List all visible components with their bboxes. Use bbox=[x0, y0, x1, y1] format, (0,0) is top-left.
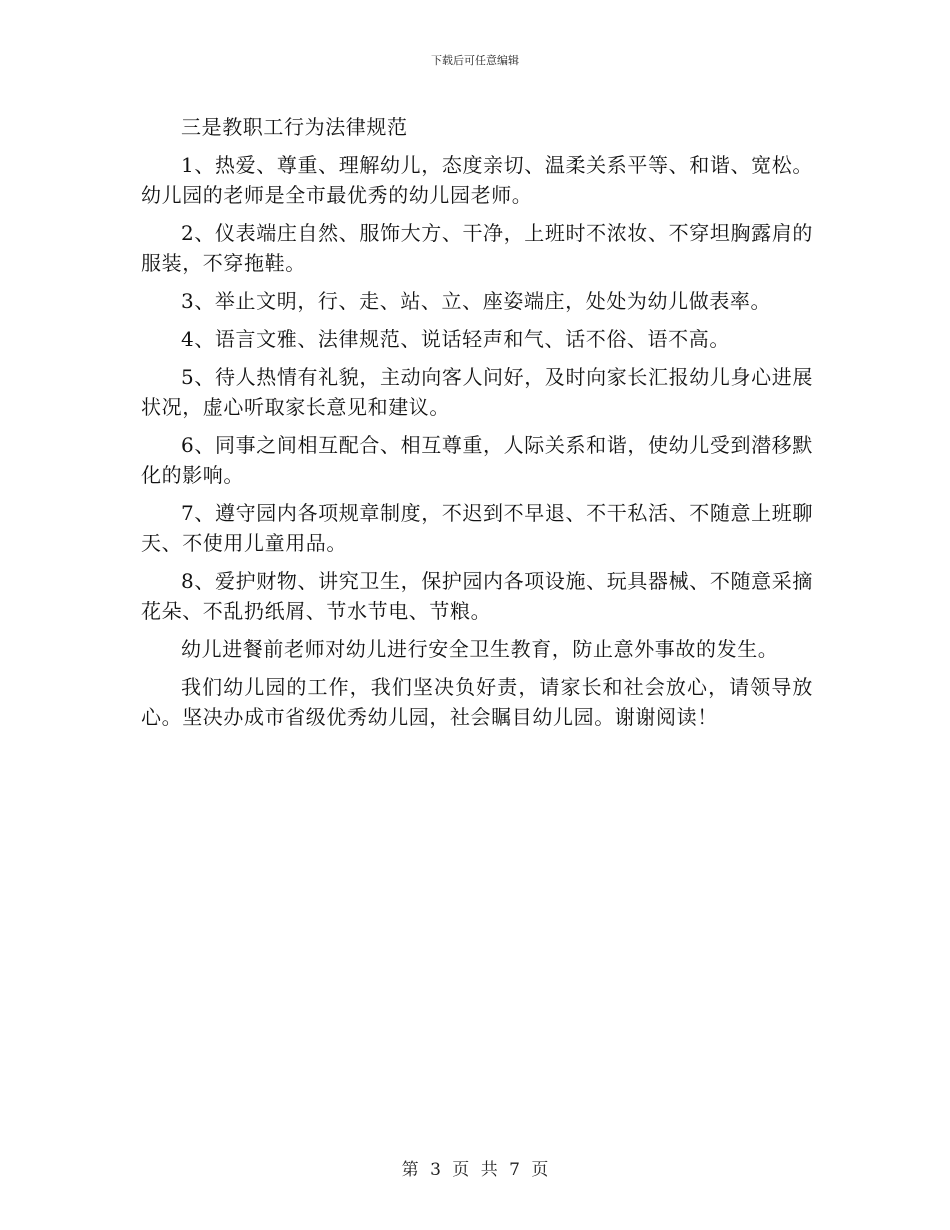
document-body bbox=[141, 112, 813, 732]
paragraph: 6、同事之间相互配合、相互尊重，人际关系和谐，使幼儿受到潜移默化的影响。 bbox=[141, 433, 813, 487]
paragraph: 3、举止文明，行、走、站、立、座姿端庄，处处为幼儿做表率。 bbox=[181, 289, 772, 313]
page-number: 第 3 页 共 7 页 bbox=[401, 1160, 549, 1180]
paragraph: 2、仪表端庄自然、服饰大方、干净，上班时不浓妆、不穿坦胸露肩的服装，不穿拖鞋。 bbox=[141, 221, 813, 275]
paragraph: 5、待人热情有礼貌，主动向客人问好，及时向家长汇报幼儿身心进展状况，虚心听取家长意见和建议。 bbox=[141, 365, 813, 419]
paragraph: 幼儿进餐前老师对幼儿进行安全卫生教育，防止意外事故的发生。 bbox=[181, 637, 779, 661]
paragraph: 7、遵守园内各项规章制度，不迟到不早退、不干私活、不随意上班聊天、不使用儿童用品。 bbox=[141, 501, 813, 555]
paragraph: 8、爱护财物、讲究卫生，保护园内各项设施、玩具器械、不随意采摘花朵、不乱扔纸屑、节水节电、节粮。 bbox=[141, 569, 813, 623]
page-header: 下载后可任意编辑 bbox=[431, 54, 519, 67]
paragraph: 我们幼儿园的工作，我们坚决负好责，请家长和社会放心，请领导放心。坚决办成市省级优秀幼儿园，社会瞩目幼儿园。谢谢阅读！ bbox=[141, 675, 813, 729]
paragraph: 1、热爱、尊重、理解幼儿，态度亲切、温柔关系平等、和谐、宽松。幼儿园的老师是全市最优秀的幼儿园老师。 bbox=[141, 153, 813, 207]
paragraph: 4、语言文雅、法律规范、说话轻声和气、话不俗、语不高。 bbox=[181, 327, 730, 351]
section-heading: 三是教职工行为法律规范 bbox=[181, 115, 408, 139]
